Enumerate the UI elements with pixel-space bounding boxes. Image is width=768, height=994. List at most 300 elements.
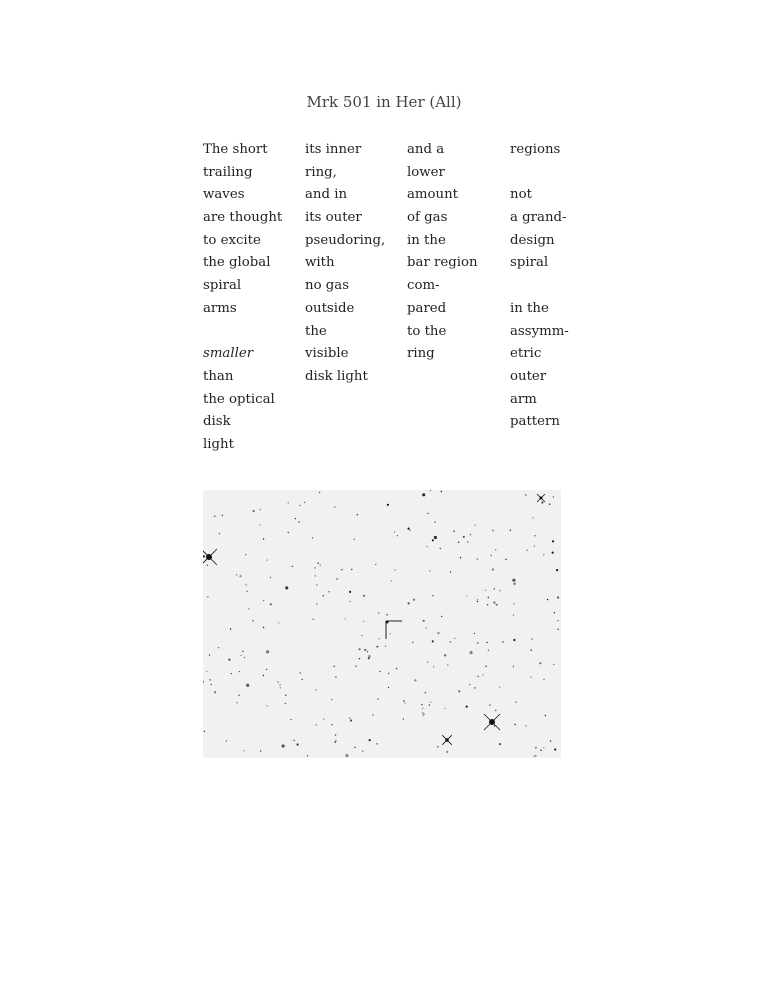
star xyxy=(218,647,219,648)
star xyxy=(263,675,264,676)
star xyxy=(558,629,559,630)
star xyxy=(238,695,239,696)
star xyxy=(204,731,205,732)
star xyxy=(458,690,460,692)
star xyxy=(367,651,368,652)
star xyxy=(297,743,299,745)
star xyxy=(429,704,430,705)
star xyxy=(228,659,230,661)
star xyxy=(341,569,342,570)
text-line: arm xyxy=(510,391,537,407)
star xyxy=(334,666,335,667)
star xyxy=(350,719,352,721)
star xyxy=(315,689,316,690)
star xyxy=(426,627,427,628)
star xyxy=(525,725,526,726)
star xyxy=(532,517,533,518)
star xyxy=(549,504,550,505)
bright-star xyxy=(203,549,217,565)
text-line: not xyxy=(510,187,532,203)
star xyxy=(336,578,337,579)
text-line: outside xyxy=(305,300,355,316)
star xyxy=(403,718,404,719)
star xyxy=(378,638,379,639)
text-line: in the xyxy=(407,232,446,248)
text-line: the global xyxy=(203,255,271,271)
star xyxy=(441,491,442,492)
star xyxy=(354,747,355,748)
star xyxy=(535,747,537,749)
star xyxy=(239,671,240,672)
text-line: arms xyxy=(203,300,237,316)
star xyxy=(429,570,430,571)
star xyxy=(245,554,246,555)
star xyxy=(531,638,532,639)
star xyxy=(278,622,279,623)
target-star xyxy=(386,621,389,624)
star xyxy=(450,571,451,572)
star xyxy=(334,506,335,507)
star xyxy=(421,704,422,705)
text-line: trailing xyxy=(203,164,253,180)
text-line: The short xyxy=(203,142,268,157)
star xyxy=(361,635,362,636)
star xyxy=(323,718,324,719)
star xyxy=(307,755,308,756)
text-line: a grand- xyxy=(510,210,567,226)
star xyxy=(403,700,404,701)
star xyxy=(359,658,360,659)
star xyxy=(210,684,211,685)
star xyxy=(475,525,476,526)
text-line: and in xyxy=(305,187,348,203)
star xyxy=(543,679,544,680)
star xyxy=(323,595,324,596)
star xyxy=(388,687,389,688)
text-line: its inner xyxy=(305,142,362,157)
star xyxy=(354,539,355,540)
star xyxy=(466,595,467,596)
star xyxy=(499,687,500,688)
star xyxy=(470,534,471,535)
star xyxy=(349,591,351,593)
text-line: with xyxy=(305,255,335,271)
text-line: com- xyxy=(407,278,440,294)
star xyxy=(279,684,280,685)
star xyxy=(499,743,501,745)
star xyxy=(434,536,437,539)
star xyxy=(422,712,423,713)
star xyxy=(375,564,376,565)
star xyxy=(203,555,205,557)
star xyxy=(557,596,559,598)
star xyxy=(552,552,554,554)
star xyxy=(535,755,536,756)
star xyxy=(263,600,264,601)
star xyxy=(510,530,511,531)
star xyxy=(474,687,475,688)
star xyxy=(331,699,332,700)
star xyxy=(236,702,237,703)
star xyxy=(541,501,543,503)
star xyxy=(230,628,231,629)
text-line: disk light xyxy=(305,368,368,384)
text-line: regions xyxy=(510,142,561,157)
star xyxy=(470,651,473,654)
star xyxy=(345,618,346,619)
star xyxy=(531,650,532,651)
star xyxy=(292,566,293,567)
star xyxy=(496,604,498,606)
star xyxy=(425,692,426,693)
star xyxy=(288,532,289,533)
star xyxy=(444,654,446,656)
star xyxy=(314,567,315,568)
star xyxy=(545,715,546,716)
star xyxy=(530,677,531,678)
star xyxy=(372,714,373,715)
star xyxy=(351,569,352,570)
text-line: to excite xyxy=(203,232,261,248)
star xyxy=(491,555,492,556)
star xyxy=(515,701,516,702)
page-title: Mrk 501 in Her (All) xyxy=(306,93,462,111)
bright-star xyxy=(484,714,500,730)
star xyxy=(493,602,495,604)
star xyxy=(557,620,558,621)
star xyxy=(409,530,410,531)
star xyxy=(414,679,416,681)
star xyxy=(245,584,246,585)
star xyxy=(427,513,428,514)
star xyxy=(267,705,268,706)
star xyxy=(263,538,264,539)
star xyxy=(386,614,387,615)
star xyxy=(394,531,395,532)
star xyxy=(423,620,425,622)
star xyxy=(482,674,483,675)
star xyxy=(259,524,260,525)
text-line: than xyxy=(203,368,234,384)
text-line: the xyxy=(305,323,327,339)
star xyxy=(207,565,208,566)
bright-star xyxy=(537,494,545,502)
text-line: pseudoring, xyxy=(305,232,386,248)
star xyxy=(554,612,555,613)
star xyxy=(391,580,392,581)
star xyxy=(437,746,438,747)
star xyxy=(477,601,478,602)
text-line: to the xyxy=(407,323,447,339)
text-line: assymm- xyxy=(510,323,569,339)
star xyxy=(422,493,425,496)
star xyxy=(441,616,442,617)
star xyxy=(396,668,397,669)
star xyxy=(377,646,378,647)
star xyxy=(362,751,363,752)
star xyxy=(488,597,489,598)
star xyxy=(543,747,544,748)
text-line xyxy=(510,162,610,185)
star xyxy=(514,583,516,585)
text-line: pared xyxy=(407,300,447,316)
star xyxy=(320,565,321,566)
star xyxy=(260,750,261,751)
star xyxy=(214,516,215,517)
star xyxy=(543,554,544,555)
star xyxy=(447,664,448,665)
star xyxy=(539,662,541,664)
star xyxy=(422,715,423,716)
star xyxy=(316,603,317,604)
text-line: and a xyxy=(407,142,445,157)
star xyxy=(547,599,548,600)
star xyxy=(505,559,506,560)
star xyxy=(413,599,415,601)
star xyxy=(253,510,255,512)
star xyxy=(226,740,227,741)
star xyxy=(492,568,494,570)
star xyxy=(492,530,493,531)
star xyxy=(534,535,535,536)
text-line: visible xyxy=(305,346,349,362)
star xyxy=(408,602,410,604)
text-line: lower xyxy=(407,164,445,180)
text-line: are thought xyxy=(203,210,283,226)
star xyxy=(209,654,210,655)
star xyxy=(203,681,204,682)
star xyxy=(293,740,294,741)
star-field-canvas xyxy=(203,490,561,758)
star xyxy=(248,608,249,609)
star xyxy=(446,751,448,753)
star xyxy=(525,494,526,495)
star xyxy=(512,579,515,582)
star xyxy=(432,640,434,642)
star xyxy=(454,638,455,639)
star xyxy=(430,702,431,703)
star xyxy=(477,676,478,677)
star xyxy=(266,650,269,653)
star xyxy=(290,719,291,720)
star xyxy=(477,558,478,559)
star xyxy=(285,695,286,696)
star xyxy=(242,651,243,652)
star xyxy=(494,588,495,589)
star xyxy=(404,702,405,703)
star xyxy=(304,502,305,503)
star xyxy=(514,724,515,725)
star xyxy=(334,742,335,743)
star xyxy=(513,666,514,667)
star xyxy=(285,586,288,589)
target-marker xyxy=(386,621,402,639)
star xyxy=(453,531,454,532)
star xyxy=(477,599,478,600)
star xyxy=(285,703,286,704)
star xyxy=(239,575,241,577)
text-line: smaller xyxy=(203,346,254,362)
star xyxy=(280,687,281,688)
star xyxy=(553,496,554,497)
star xyxy=(412,642,413,643)
star xyxy=(469,684,470,685)
star xyxy=(299,672,300,673)
star xyxy=(263,627,264,628)
star xyxy=(433,666,434,667)
text-line: etric xyxy=(510,346,542,362)
star xyxy=(495,710,496,711)
text-line: no gas xyxy=(305,278,350,294)
text-line: of gas xyxy=(407,210,448,226)
star xyxy=(260,509,261,510)
star xyxy=(550,740,551,741)
text-column-2 xyxy=(305,139,405,389)
star xyxy=(430,490,431,491)
text-line: bar region xyxy=(407,255,478,271)
star xyxy=(378,612,379,613)
star xyxy=(427,661,428,662)
star xyxy=(315,575,316,576)
star xyxy=(219,533,220,534)
star xyxy=(318,562,319,563)
star xyxy=(316,724,317,725)
star xyxy=(526,550,527,551)
text-line: the optical xyxy=(203,391,275,407)
star xyxy=(335,734,336,735)
star xyxy=(390,633,391,634)
star xyxy=(450,641,451,642)
star xyxy=(298,521,299,522)
text-line: in the xyxy=(510,300,549,316)
star xyxy=(243,750,244,751)
text-line: disk xyxy=(203,414,231,430)
star xyxy=(377,698,378,699)
star xyxy=(488,650,489,651)
star xyxy=(494,725,495,726)
star xyxy=(460,557,461,558)
star xyxy=(368,657,370,659)
star xyxy=(477,642,478,643)
star xyxy=(368,655,370,657)
star xyxy=(282,744,285,747)
star xyxy=(408,528,410,530)
bright-star xyxy=(442,735,452,745)
star xyxy=(444,708,445,709)
star xyxy=(246,591,247,592)
text-line: light xyxy=(203,436,234,452)
star xyxy=(426,546,427,547)
star xyxy=(513,639,515,641)
star xyxy=(440,548,441,549)
star-field-image xyxy=(203,490,561,758)
text-line xyxy=(203,321,303,344)
star xyxy=(244,657,245,658)
star xyxy=(552,540,554,542)
star xyxy=(458,542,459,543)
star xyxy=(499,590,500,591)
star xyxy=(502,641,503,642)
star xyxy=(437,632,439,634)
star xyxy=(312,537,313,538)
star xyxy=(432,539,434,541)
star xyxy=(328,591,329,592)
star xyxy=(266,669,267,670)
star xyxy=(514,603,515,604)
text-line: spiral xyxy=(203,278,242,294)
star xyxy=(387,504,389,506)
star xyxy=(335,676,336,677)
star xyxy=(349,601,350,602)
star xyxy=(349,717,350,718)
star xyxy=(369,739,371,741)
star xyxy=(474,633,475,634)
star xyxy=(423,713,424,714)
text-column-3 xyxy=(407,139,507,366)
star xyxy=(295,518,296,519)
star xyxy=(299,505,300,506)
star xyxy=(485,590,486,591)
star xyxy=(422,708,423,709)
text-line: spiral xyxy=(510,255,549,271)
star xyxy=(313,619,314,620)
star xyxy=(222,515,223,516)
star xyxy=(485,666,486,667)
star xyxy=(357,514,358,515)
text-column-4 xyxy=(510,139,610,434)
text-line xyxy=(510,275,610,298)
star xyxy=(236,574,237,575)
star xyxy=(394,569,395,570)
star xyxy=(513,614,514,615)
star xyxy=(316,584,317,585)
star xyxy=(214,691,216,693)
star xyxy=(432,595,433,596)
star xyxy=(359,648,361,650)
star xyxy=(301,679,302,680)
star xyxy=(553,664,554,665)
star xyxy=(335,740,336,741)
star xyxy=(486,642,487,643)
star xyxy=(379,671,380,672)
text-column-1 xyxy=(203,139,303,457)
star xyxy=(355,666,356,667)
text-line: its outer xyxy=(305,210,362,226)
star xyxy=(554,748,556,750)
star xyxy=(489,704,490,705)
star xyxy=(533,756,534,757)
star xyxy=(487,604,488,605)
star xyxy=(246,684,249,687)
star xyxy=(240,655,241,656)
star xyxy=(206,671,207,672)
star xyxy=(207,596,208,597)
star xyxy=(277,681,278,682)
star xyxy=(540,750,541,751)
text-line: waves xyxy=(203,187,245,203)
star xyxy=(385,645,386,646)
star xyxy=(270,603,272,605)
text-line: ring xyxy=(407,346,435,362)
star xyxy=(397,535,398,536)
star xyxy=(231,673,232,674)
star xyxy=(495,549,496,550)
star xyxy=(434,521,435,522)
text-line: amount xyxy=(407,187,459,203)
star xyxy=(467,541,468,542)
star xyxy=(288,502,289,503)
star xyxy=(363,621,364,622)
